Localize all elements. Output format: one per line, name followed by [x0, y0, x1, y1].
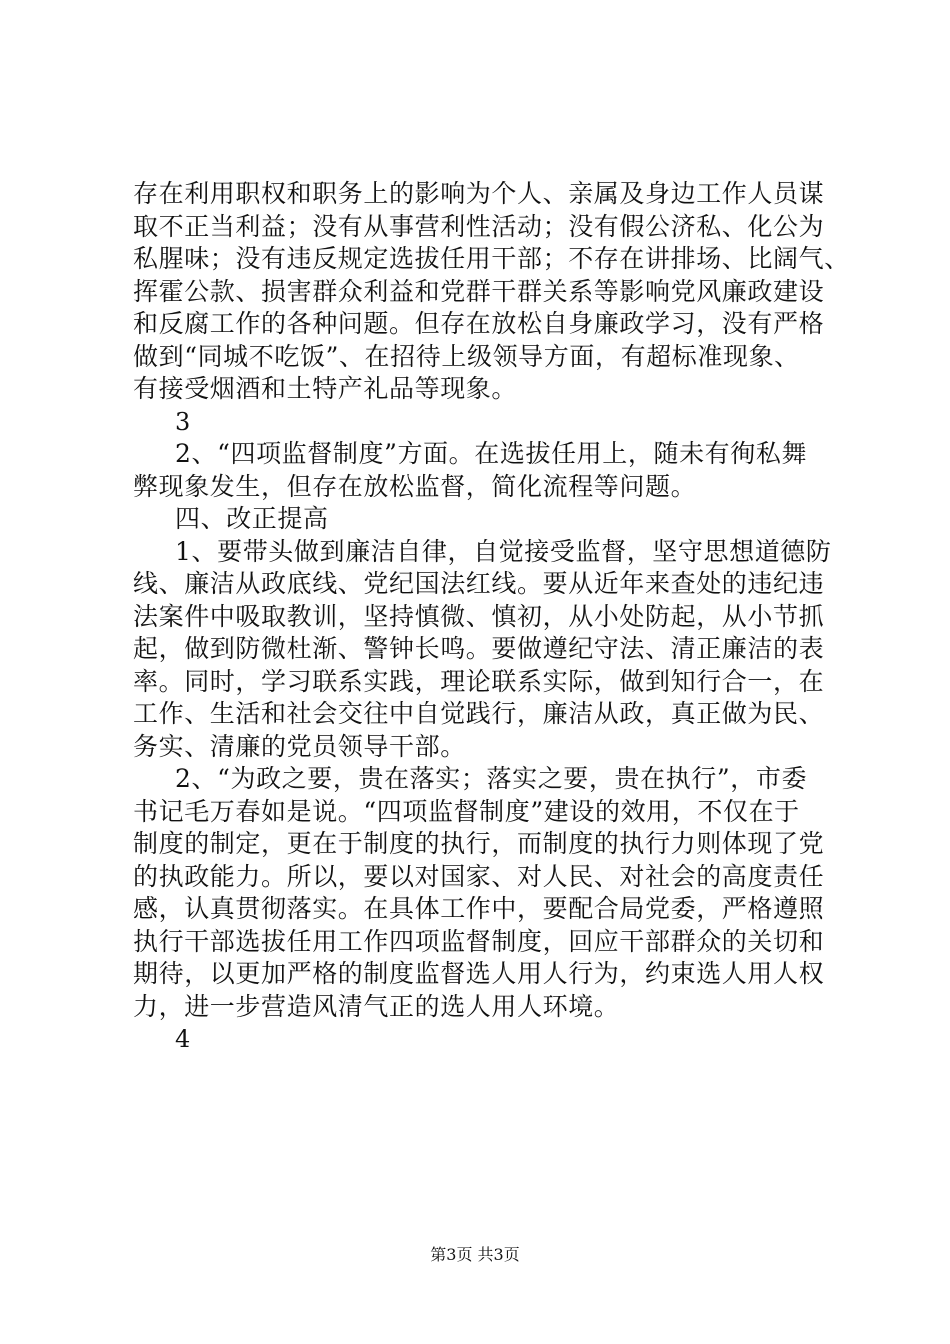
- text-line: 法案件中吸取教训，坚持慎微、慎初，从小处防起，从小节抓: [133, 601, 825, 631]
- text-line: 工作、生活和社会交往中自觉践行，廉洁从政，真正做为民、: [133, 699, 825, 728]
- text-line: 力，进一步营造风清气正的选人用人环境。: [133, 991, 620, 1021]
- text-line: 的执政能力。所以，要以对国家、对人民、对社会的高度责任: [133, 861, 825, 891]
- text-line: 起，做到防微杜渐、警钟长鸣。要做遵纪守法、清正廉洁的表: [133, 634, 825, 663]
- text-line: 私腥味；没有违反规定选拔任用干部；不存在讲排场、比阔气、: [133, 244, 850, 273]
- text-line: 弊现象发生，但存在放松监督，简化流程等问题。: [133, 471, 697, 501]
- text-line: 1、要带头做到廉洁自律，自觉接受监督，坚守思想道德防: [175, 536, 832, 566]
- text-line: 执行干部选拔任用工作四项监督制度，回应干部群众的关切和: [133, 926, 825, 956]
- text-line: 四、改正提高: [175, 504, 329, 533]
- text-line: 做到“同城不吃饭”、在招待上级领导方面，有超标准现象、: [133, 341, 800, 371]
- text-line: 线、廉洁从政底线、党纪国法红线。要从近年来查处的违纪违: [133, 569, 825, 598]
- text-line: 和反腐工作的各种问题。但存在放松自身廉政学习，没有严格: [133, 309, 825, 338]
- text-line: 2、“为政之要，贵在落实；落实之要，贵在执行”，市委: [175, 764, 808, 793]
- text-line: 有接受烟酒和土特产礼品等现象。: [133, 374, 518, 403]
- text-line: 书记毛万春如是说。“四项监督制度”建设的效用，不仅在于: [133, 796, 800, 826]
- inline-page-number: 4: [175, 1025, 191, 1053]
- text-line: 率。同时，学习联系实践，理论联系实际，做到知行合一，在: [133, 666, 825, 696]
- text-line: 制度的制定，更在于制度的执行，而制度的执行力则体现了党: [133, 829, 825, 858]
- text-line: 2、“四项监督制度”方面。在选拔任用上，随未有徇私舞: [175, 439, 808, 468]
- inline-page-number: 3: [175, 407, 191, 436]
- document-body: [133, 178, 850, 1056]
- page-footer: 第3页 共3页: [430, 1245, 520, 1264]
- text-line: 取不正当利益；没有从事营利性活动；没有假公济私、化公为: [133, 211, 825, 241]
- text-line: 期待，以更加严格的制度监督选人用人行为，约束选人用人权: [133, 959, 825, 988]
- text-line: 感，认真贯彻落实。在具体工作中，要配合局党委，严格遵照: [133, 894, 825, 923]
- text-line: 存在利用职权和职务上的影响为个人、亲属及身边工作人员谋: [133, 179, 825, 208]
- text-line: 挥霍公款、损害群众利益和党群干群关系等影响党风廉政建设: [133, 276, 825, 306]
- text-line: 务实、清廉的党员领导干部。: [133, 731, 466, 761]
